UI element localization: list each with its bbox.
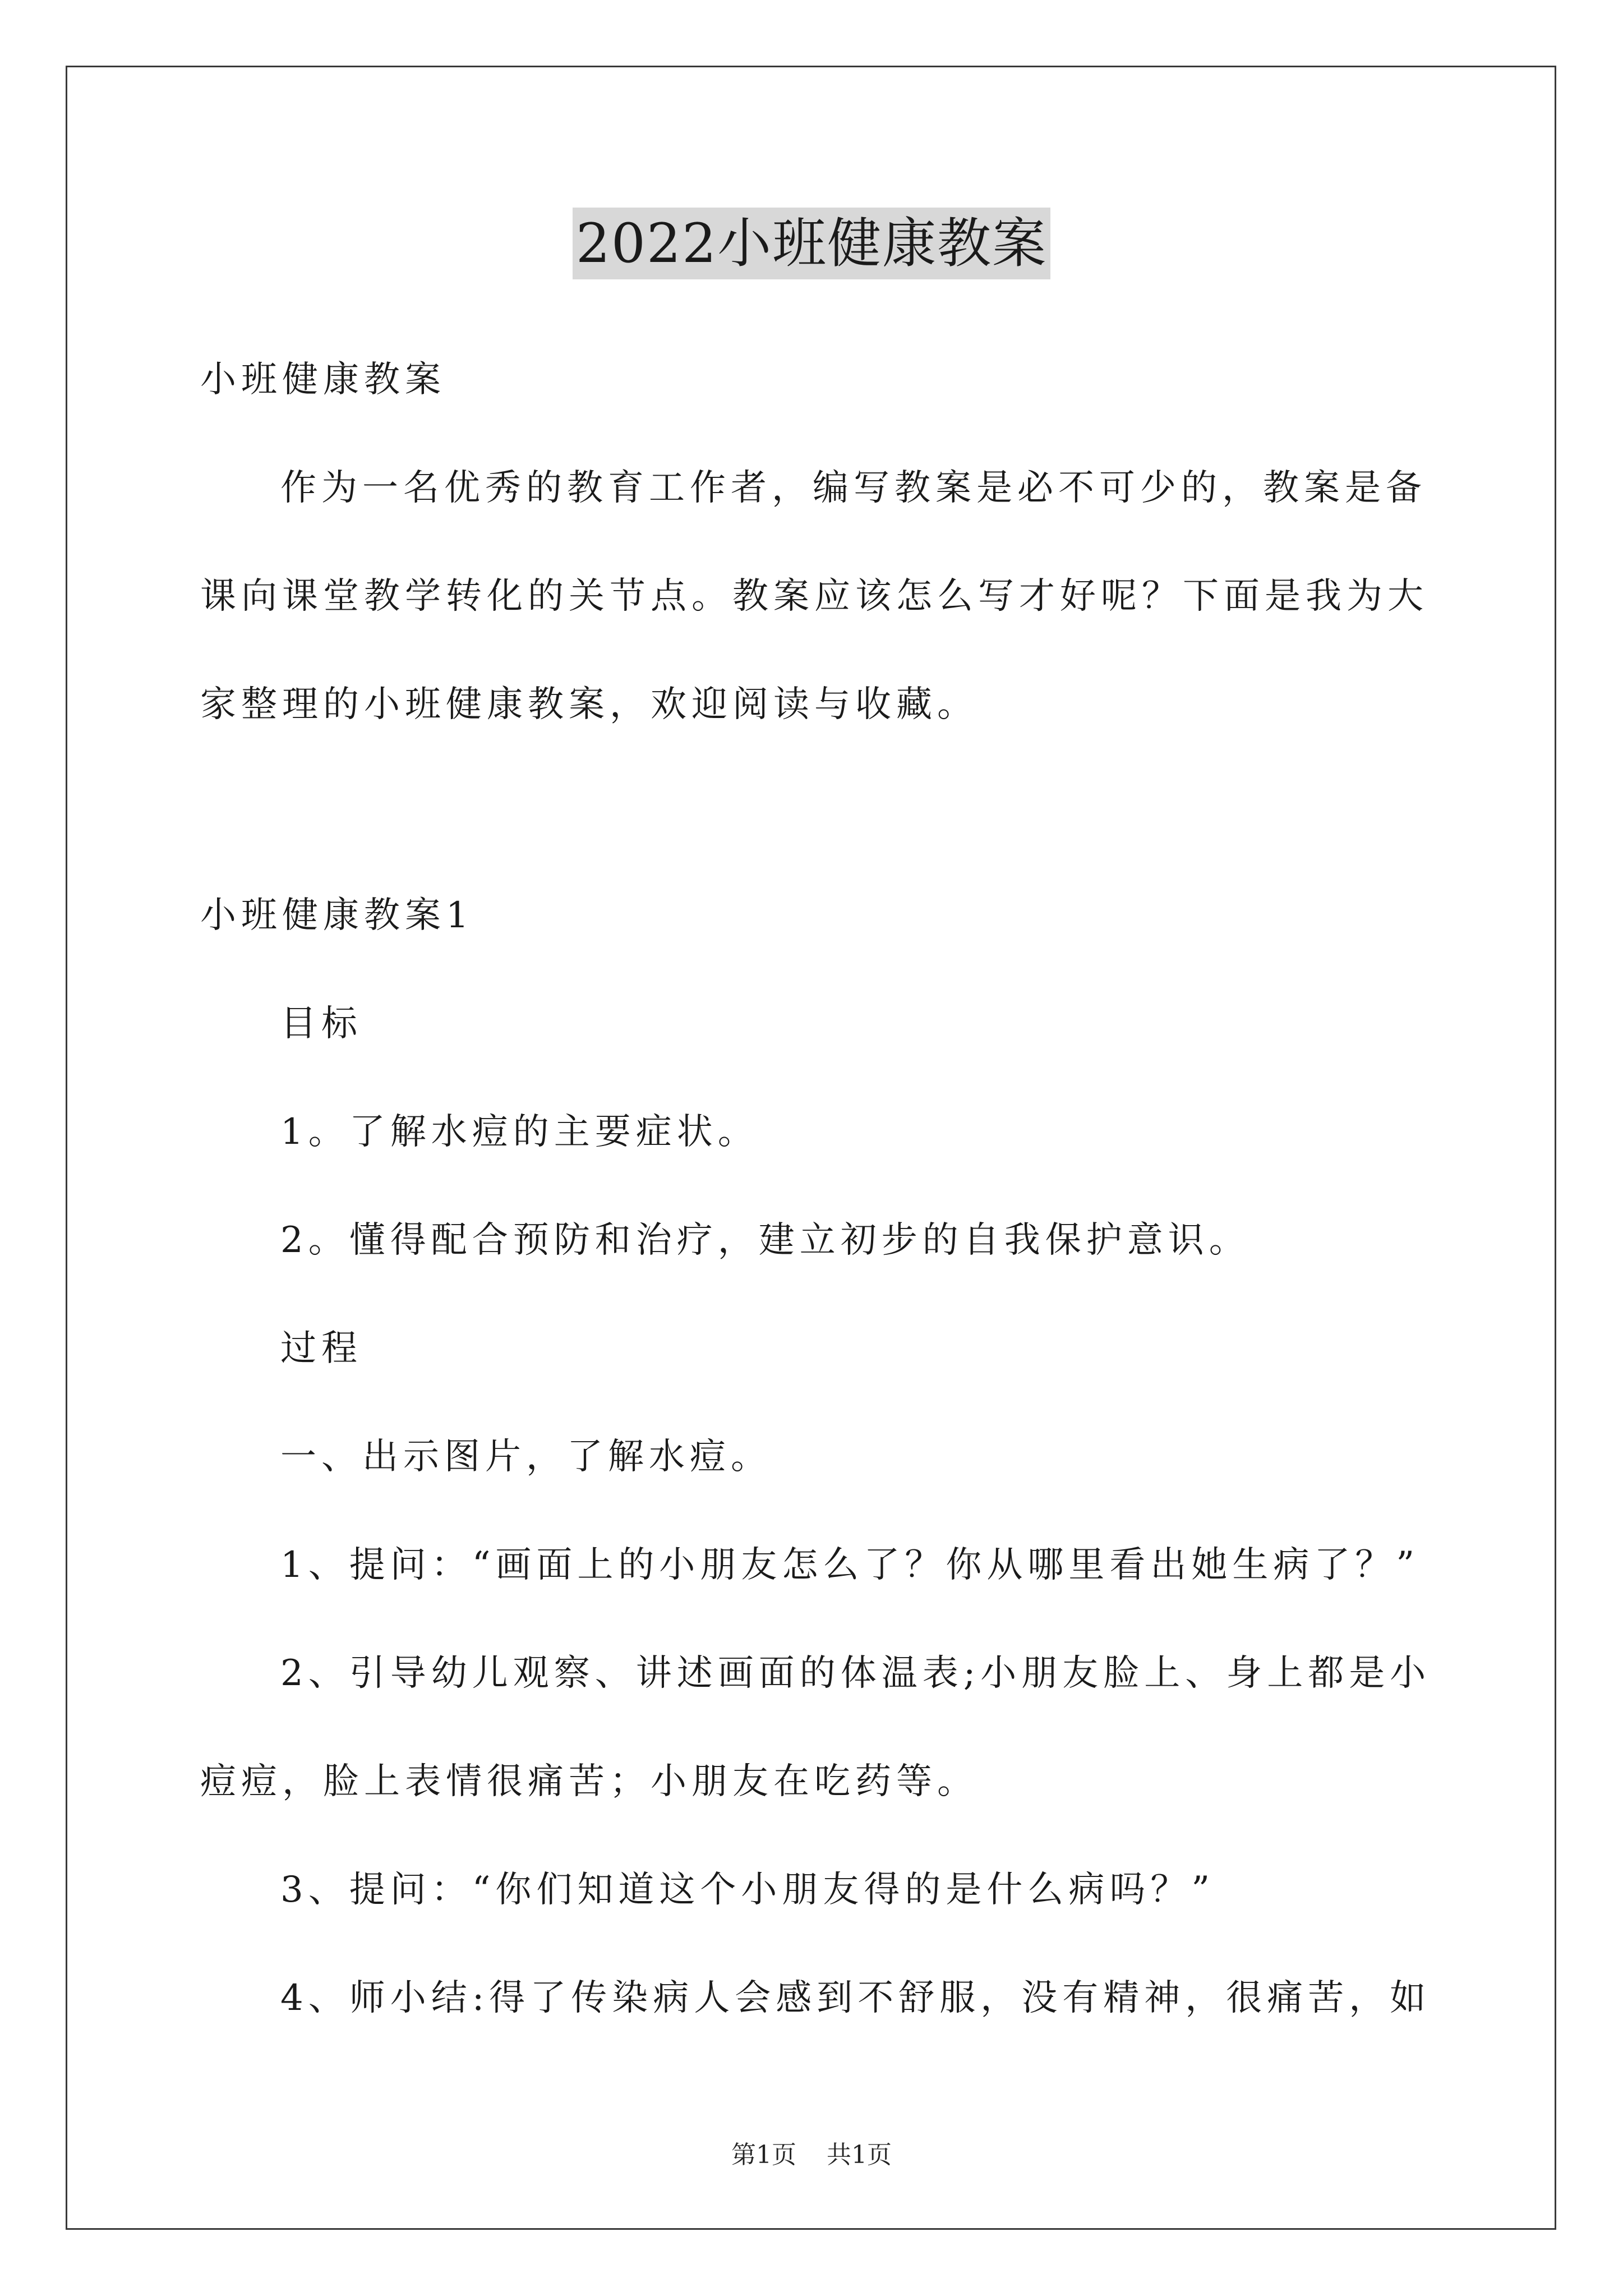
title-container [0,208,1623,279]
paragraph-line: 作为一名优秀的教育工作者，编写教案是必不可少的，教案是备 [280,467,1427,509]
paragraph-line: 1。了解水痘的主要症状。 [280,1111,759,1153]
paragraph-line: 2。懂得配合预防和治疗，建立初步的自我保护意识。 [280,1220,1250,1261]
paragraph-line: 家整理的小班健康教案，欢迎阅读与收藏。 [200,684,978,725]
page-footer [0,2139,1623,2171]
paragraph-line: 3、提问：“你们知道这个小朋友得的是什么病吗？” [280,1869,1215,1911]
paragraph-line: 课向课堂教学转化的关节点。教案应该怎么写才好呢？下面是我为大 [200,576,1428,617]
section-heading: 小班健康教案 [200,359,446,401]
paragraph-line: 2、引导幼儿观察、讲述画面的体温表;小朋友脸上、身上都是小 [280,1653,1431,1694]
paragraph-line: 目标 [280,1003,362,1045]
section-heading: 小班健康教案1 [200,895,474,936]
document-title: 2022小班健康教案 [573,208,1050,279]
page-number: 第1页 [731,2141,796,2169]
paragraph-line: 痘痘，脸上表情很痛苦；小朋友在吃药等。 [200,1761,978,1802]
paragraph-line: 一、出示图片，了解水痘。 [280,1436,772,1478]
paragraph-line: 1、提问：“画面上的小朋友怎么了？你从哪里看出她生病了？” [280,1544,1420,1586]
page-total: 共1页 [827,2141,892,2169]
paragraph-line: 过程 [280,1328,362,1369]
paragraph-line: 4、师小结:得了传染病人会感到不舒服，没有精神，很痛苦，如 [280,1977,1431,2019]
